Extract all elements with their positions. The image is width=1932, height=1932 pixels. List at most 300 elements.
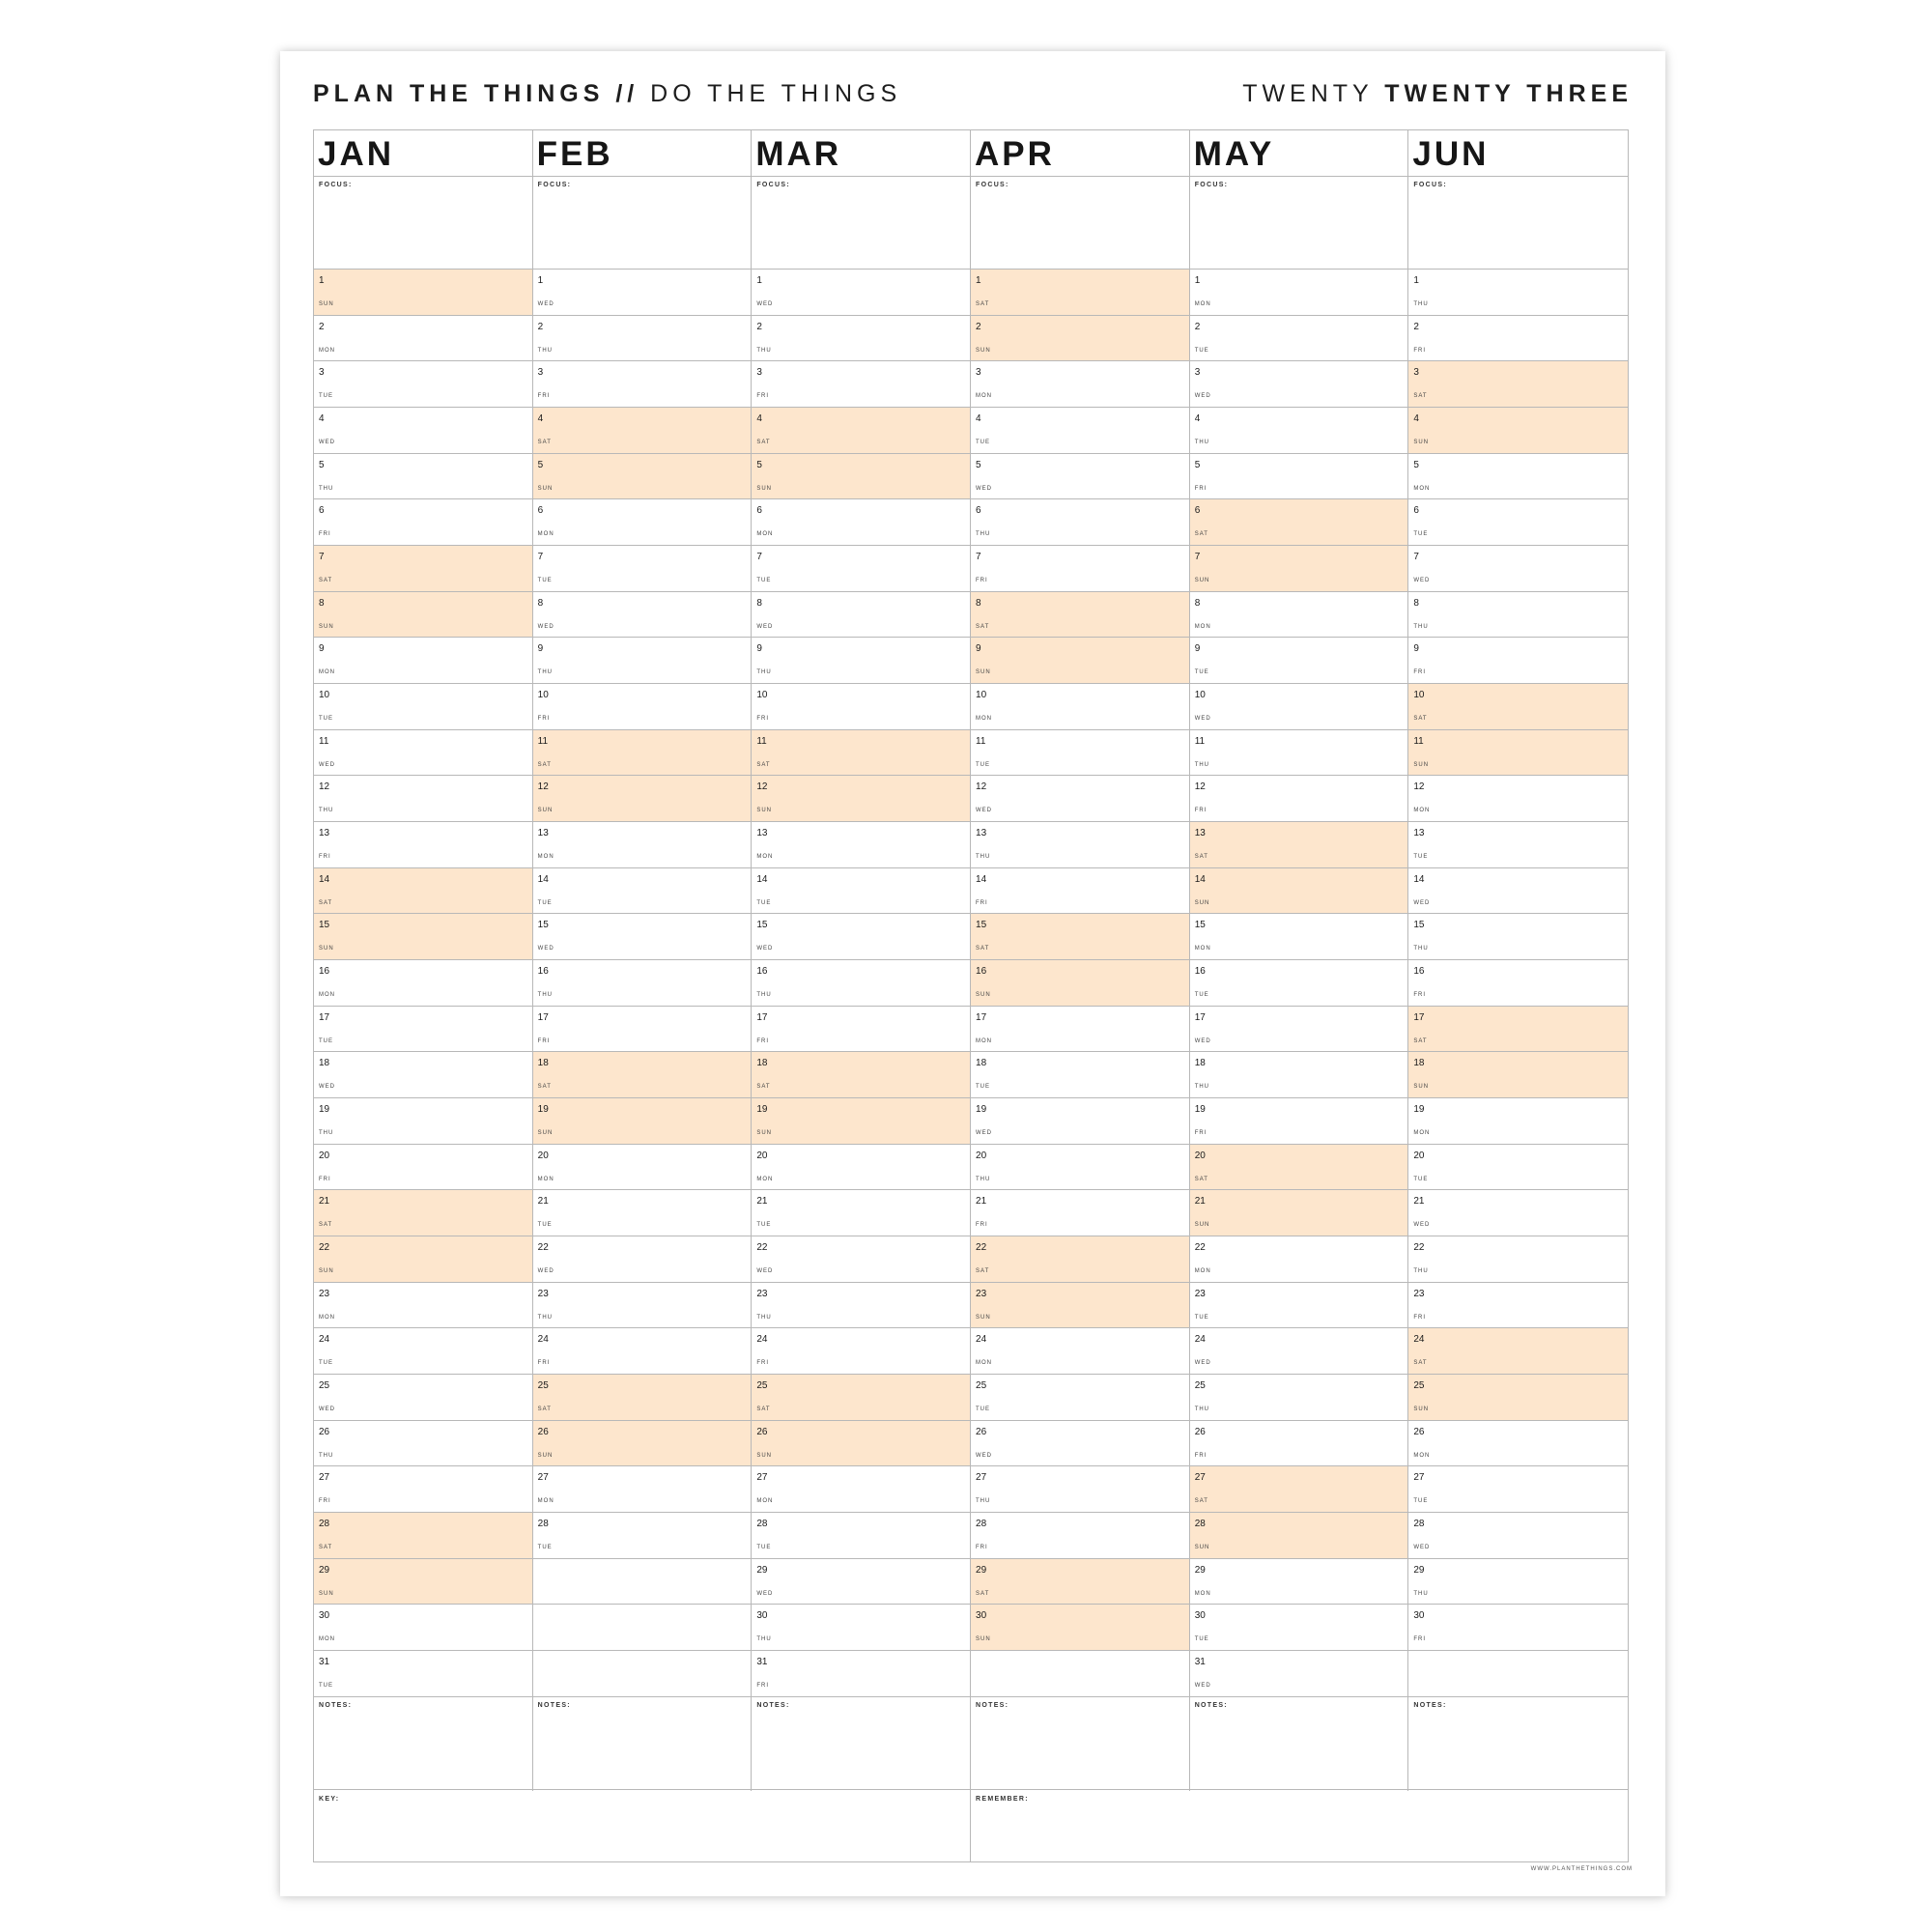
day-cell[interactable] (971, 1283, 1189, 1329)
day-number: 29 (1194, 1564, 1206, 1576)
day-cell[interactable] (1408, 822, 1628, 868)
day-cell[interactable] (1190, 822, 1408, 868)
weekday-name: TUE (1194, 1314, 1209, 1321)
day-cell[interactable] (1190, 1421, 1408, 1467)
day-number: 8 (537, 597, 544, 609)
day-cell[interactable] (971, 730, 1189, 777)
day-cell[interactable] (314, 546, 532, 592)
notes-box[interactable] (1408, 1697, 1628, 1790)
day-cell[interactable] (1190, 730, 1408, 777)
day-cell[interactable] (1408, 1466, 1628, 1513)
day-cell[interactable] (971, 684, 1189, 730)
day-cell[interactable] (1408, 1190, 1628, 1236)
day-cell[interactable] (314, 638, 532, 684)
day-cell[interactable] (314, 361, 532, 408)
day-cell[interactable] (314, 592, 532, 639)
day-cell[interactable] (1408, 1328, 1628, 1375)
day-cell[interactable] (1408, 316, 1628, 362)
weekday-name: MON (537, 1176, 554, 1182)
day-cell[interactable] (314, 454, 532, 500)
day-cell[interactable] (314, 1052, 532, 1098)
day-cell[interactable] (314, 1098, 532, 1145)
day-cell[interactable] (752, 316, 970, 362)
day-cell[interactable] (1190, 270, 1408, 316)
day-number: 16 (319, 966, 330, 978)
day-number: 11 (1413, 735, 1424, 747)
day-cell[interactable] (1190, 1559, 1408, 1605)
weekday-name: WED (1194, 1360, 1211, 1367)
day-number: 22 (537, 1242, 549, 1254)
day-cell[interactable] (752, 776, 970, 822)
weekday-name: THU (1194, 761, 1210, 768)
day-cell[interactable] (752, 960, 970, 1007)
day-cell[interactable] (314, 408, 532, 454)
day-cell[interactable] (971, 1328, 1189, 1375)
weekday-name: TUE (537, 1545, 553, 1551)
day-cell[interactable] (1190, 914, 1408, 960)
day-cell[interactable] (971, 592, 1189, 639)
day-cell[interactable] (1408, 1236, 1628, 1283)
day-cell[interactable] (314, 1236, 532, 1283)
day-cell[interactable] (533, 270, 752, 316)
day-cell[interactable] (971, 1559, 1189, 1605)
day-cell[interactable] (1190, 960, 1408, 1007)
day-cell[interactable] (1408, 270, 1628, 316)
day-cell[interactable] (1190, 1190, 1408, 1236)
weekday-name: SUN (756, 808, 773, 814)
day-cell[interactable] (971, 1375, 1189, 1421)
weekday-name: SAT (537, 761, 552, 768)
day-cell[interactable] (752, 361, 970, 408)
day-number: 28 (1194, 1519, 1206, 1530)
focus-box[interactable] (1408, 177, 1628, 270)
day-cell[interactable] (1190, 1651, 1408, 1697)
day-cell[interactable] (1408, 1421, 1628, 1467)
day-number: 31 (756, 1657, 768, 1668)
day-cell[interactable] (1190, 316, 1408, 362)
day-cell[interactable] (1408, 1375, 1628, 1421)
day-cell[interactable] (1408, 1513, 1628, 1559)
weekday-name: MON (976, 716, 993, 723)
day-cell[interactable] (1408, 776, 1628, 822)
day-list (752, 270, 970, 1697)
day-number: 16 (1413, 966, 1425, 978)
day-cell[interactable] (1408, 914, 1628, 960)
weekday-name: MON (319, 1636, 335, 1643)
day-cell[interactable] (752, 270, 970, 316)
day-number: 15 (1194, 920, 1206, 931)
day-cell[interactable] (1190, 638, 1408, 684)
day-number: 26 (1413, 1426, 1425, 1437)
day-cell[interactable] (533, 408, 752, 454)
day-number: 15 (756, 920, 768, 931)
focus-label: FOCUS: (537, 182, 572, 188)
day-cell[interactable] (752, 730, 970, 777)
day-cell[interactable] (314, 270, 532, 316)
website-url: WWW.PLANTHETHINGS.COM (1530, 1866, 1633, 1872)
day-cell[interactable] (971, 960, 1189, 1007)
day-cell[interactable] (752, 1098, 970, 1145)
day-cell[interactable] (752, 822, 970, 868)
weekday-name: FRI (319, 1498, 331, 1505)
month-column-feb (533, 130, 753, 1861)
day-cell[interactable] (314, 1375, 532, 1421)
day-cell[interactable] (971, 1421, 1189, 1467)
day-cell[interactable] (1408, 546, 1628, 592)
day-cell[interactable] (1190, 1007, 1408, 1053)
empty-day-cell (533, 1559, 752, 1605)
empty-day-cell (533, 1605, 752, 1651)
weekday-name: SAT (1413, 393, 1428, 400)
day-cell[interactable] (752, 638, 970, 684)
day-cell[interactable] (314, 822, 532, 868)
day-cell[interactable] (752, 454, 970, 500)
day-cell[interactable] (533, 638, 752, 684)
day-cell[interactable] (971, 1007, 1189, 1053)
day-cell[interactable] (1190, 1236, 1408, 1283)
focus-box[interactable] (1190, 177, 1408, 270)
day-number: 17 (319, 1011, 330, 1023)
day-cell[interactable] (1408, 1052, 1628, 1098)
day-cell[interactable] (752, 546, 970, 592)
day-cell[interactable] (752, 1052, 970, 1098)
day-cell[interactable] (752, 684, 970, 730)
day-cell[interactable] (1408, 868, 1628, 915)
day-cell[interactable] (1190, 1052, 1408, 1098)
day-cell[interactable] (314, 1328, 532, 1375)
day-number: 28 (319, 1519, 330, 1530)
weekday-name: THU (1194, 440, 1210, 446)
day-number: 4 (976, 413, 981, 425)
day-number: 7 (319, 552, 325, 563)
day-cell[interactable] (533, 1466, 752, 1513)
day-cell[interactable] (752, 1190, 970, 1236)
day-number: 11 (319, 735, 329, 747)
day-number: 21 (1194, 1196, 1206, 1208)
weekday-name: THU (319, 485, 334, 492)
day-cell[interactable] (752, 1651, 970, 1697)
day-cell[interactable] (1190, 868, 1408, 915)
day-number: 28 (1413, 1519, 1425, 1530)
day-number: 26 (756, 1426, 768, 1437)
day-cell[interactable] (752, 1421, 970, 1467)
day-cell[interactable] (1408, 1559, 1628, 1605)
day-cell[interactable] (533, 1052, 752, 1098)
day-cell[interactable] (533, 730, 752, 777)
day-cell[interactable] (314, 960, 532, 1007)
weekday-name: FRI (319, 531, 331, 538)
day-cell[interactable] (314, 1421, 532, 1467)
weekday-name: SAT (537, 1084, 552, 1091)
day-cell[interactable] (971, 1236, 1189, 1283)
day-number: 19 (1413, 1104, 1425, 1116)
day-cell[interactable] (1190, 454, 1408, 500)
weekday-name: SUN (976, 669, 991, 676)
day-cell[interactable] (533, 776, 752, 822)
day-cell[interactable] (971, 638, 1189, 684)
day-cell[interactable] (533, 1375, 752, 1421)
day-cell[interactable] (314, 1651, 532, 1697)
day-cell[interactable] (533, 499, 752, 546)
day-cell[interactable] (971, 1605, 1189, 1651)
weekday-name: SAT (976, 946, 990, 952)
month-title: JUN (1408, 130, 1628, 177)
day-cell[interactable] (1408, 1283, 1628, 1329)
day-cell[interactable] (1190, 361, 1408, 408)
day-cell[interactable] (533, 361, 752, 408)
weekday-name: FRI (1413, 992, 1427, 999)
day-number: 10 (537, 690, 549, 701)
weekday-name: FRI (976, 1545, 988, 1551)
weekday-name: FRI (537, 1360, 551, 1367)
day-cell[interactable] (752, 592, 970, 639)
weekday-name: TUE (756, 578, 772, 584)
day-cell[interactable] (1190, 1605, 1408, 1651)
day-cell[interactable] (971, 499, 1189, 546)
day-cell[interactable] (971, 914, 1189, 960)
day-cell[interactable] (752, 1007, 970, 1053)
weekday-name: SUN (1194, 1545, 1210, 1551)
weekday-name: SUN (1413, 440, 1430, 446)
day-cell[interactable] (971, 1190, 1189, 1236)
day-number: 2 (1194, 321, 1201, 332)
day-cell[interactable] (1190, 684, 1408, 730)
notes-box[interactable] (533, 1697, 752, 1790)
day-cell[interactable] (1190, 1375, 1408, 1421)
day-cell[interactable] (314, 1190, 532, 1236)
day-cell[interactable] (314, 1466, 532, 1513)
day-cell[interactable] (1190, 546, 1408, 592)
weekday-name: SUN (319, 946, 334, 952)
day-cell[interactable] (752, 1513, 970, 1559)
day-number: 26 (537, 1426, 549, 1437)
day-cell[interactable] (1408, 361, 1628, 408)
day-cell[interactable] (314, 499, 532, 546)
day-cell[interactable] (1408, 1605, 1628, 1651)
day-number: 18 (976, 1058, 987, 1069)
day-cell[interactable] (971, 454, 1189, 500)
day-cell[interactable] (533, 546, 752, 592)
notes-box[interactable] (314, 1697, 532, 1790)
weekday-name: SUN (1413, 761, 1430, 768)
day-cell[interactable] (1190, 408, 1408, 454)
day-cell[interactable] (1190, 1098, 1408, 1145)
day-cell[interactable] (752, 1559, 970, 1605)
day-cell[interactable] (1408, 454, 1628, 500)
day-cell[interactable] (1408, 730, 1628, 777)
day-number: 11 (976, 735, 986, 747)
day-number: 14 (756, 873, 768, 885)
weekday-name: SUN (976, 992, 991, 999)
day-cell[interactable] (752, 408, 970, 454)
weekday-name: SUN (1194, 1222, 1210, 1229)
key-box[interactable] (313, 1791, 971, 1862)
day-number: 14 (976, 873, 987, 885)
day-number: 23 (976, 1288, 987, 1299)
day-cell[interactable] (1190, 1466, 1408, 1513)
weekday-name: THU (756, 1636, 772, 1643)
day-number: 12 (1413, 781, 1425, 793)
weekday-name: MON (319, 347, 335, 354)
day-cell[interactable] (971, 1513, 1189, 1559)
day-number: 20 (537, 1150, 549, 1161)
day-number: 20 (756, 1150, 768, 1161)
day-cell[interactable] (533, 454, 752, 500)
day-cell[interactable] (752, 499, 970, 546)
day-cell[interactable] (752, 868, 970, 915)
day-cell[interactable] (314, 868, 532, 915)
day-cell[interactable] (314, 1559, 532, 1605)
focus-box[interactable] (533, 177, 752, 270)
day-cell[interactable] (314, 1513, 532, 1559)
weekday-name: WED (756, 1268, 774, 1275)
day-cell[interactable] (1190, 776, 1408, 822)
day-number: 27 (976, 1472, 987, 1484)
day-cell[interactable] (1408, 592, 1628, 639)
day-cell[interactable] (971, 316, 1189, 362)
notes-box[interactable] (752, 1697, 970, 1790)
day-number: 13 (537, 828, 549, 839)
day-cell[interactable] (533, 1190, 752, 1236)
empty-day-cell (1408, 1651, 1628, 1697)
day-cell[interactable] (1408, 960, 1628, 1007)
day-cell[interactable] (971, 1098, 1189, 1145)
weekday-name: SAT (319, 1545, 333, 1551)
day-cell[interactable] (533, 316, 752, 362)
weekday-name: FRI (537, 393, 551, 400)
weekday-name: FRI (976, 899, 988, 906)
weekday-name: TUE (319, 1037, 333, 1044)
weekday-name: SUN (976, 347, 991, 354)
focus-box[interactable] (752, 177, 970, 270)
day-cell[interactable] (314, 914, 532, 960)
day-cell[interactable] (1408, 638, 1628, 684)
day-cell[interactable] (533, 1145, 752, 1191)
day-cell[interactable] (533, 822, 752, 868)
day-cell[interactable] (314, 1145, 532, 1191)
day-cell[interactable] (533, 868, 752, 915)
day-cell[interactable] (314, 316, 532, 362)
weekday-name: FRI (756, 1037, 770, 1044)
notes-box[interactable] (1190, 1697, 1408, 1790)
day-cell[interactable] (971, 868, 1189, 915)
day-cell[interactable] (971, 776, 1189, 822)
day-cell[interactable] (1190, 1328, 1408, 1375)
day-cell[interactable] (971, 1145, 1189, 1191)
day-cell[interactable] (1190, 592, 1408, 639)
weekday-name: MON (1194, 301, 1211, 307)
day-cell[interactable] (1408, 684, 1628, 730)
day-number: 8 (756, 597, 762, 609)
day-cell[interactable] (752, 1328, 970, 1375)
focus-box[interactable] (314, 177, 532, 270)
day-cell[interactable] (533, 914, 752, 960)
day-number: 9 (976, 643, 981, 655)
weekday-name: MON (1194, 1268, 1211, 1275)
day-cell[interactable] (971, 1052, 1189, 1098)
weekday-name: WED (537, 301, 554, 307)
day-number: 5 (319, 459, 325, 470)
weekday-name: SUN (976, 1636, 991, 1643)
day-cell[interactable] (971, 408, 1189, 454)
day-number: 24 (537, 1334, 549, 1346)
month-column-jun (1408, 130, 1628, 1861)
day-cell[interactable] (314, 730, 532, 777)
day-cell[interactable] (314, 1007, 532, 1053)
day-cell[interactable] (752, 1466, 970, 1513)
day-cell[interactable] (971, 546, 1189, 592)
day-number: 15 (537, 920, 549, 931)
weekday-name: TUE (976, 1084, 991, 1091)
day-number: 6 (756, 505, 762, 517)
day-cell[interactable] (533, 1421, 752, 1467)
day-cell[interactable] (533, 1328, 752, 1375)
day-cell[interactable] (533, 1236, 752, 1283)
day-cell[interactable] (533, 684, 752, 730)
remember-box[interactable] (971, 1791, 1629, 1862)
day-cell[interactable] (1190, 1513, 1408, 1559)
day-cell[interactable] (533, 1007, 752, 1053)
weekday-name: THU (1413, 1268, 1429, 1275)
day-cell[interactable] (971, 361, 1189, 408)
day-cell[interactable] (752, 914, 970, 960)
day-cell[interactable] (752, 1605, 970, 1651)
weekday-name: SUN (537, 1452, 554, 1459)
day-cell[interactable] (314, 1605, 532, 1651)
day-cell[interactable] (314, 1283, 532, 1329)
day-cell[interactable] (971, 270, 1189, 316)
weekday-name: WED (537, 946, 554, 952)
weekday-name: WED (756, 623, 774, 630)
weekday-name: WED (1413, 1545, 1431, 1551)
day-cell[interactable] (533, 1283, 752, 1329)
weekday-name: TUE (976, 1406, 991, 1413)
day-cell[interactable] (1408, 408, 1628, 454)
day-cell[interactable] (314, 684, 532, 730)
day-cell[interactable] (533, 592, 752, 639)
day-cell[interactable] (1190, 1283, 1408, 1329)
notes-box[interactable] (971, 1697, 1189, 1790)
day-cell[interactable] (752, 1375, 970, 1421)
weekday-name: TUE (319, 1360, 333, 1367)
day-cell[interactable] (1190, 499, 1408, 546)
weekday-name: TUE (976, 440, 991, 446)
day-cell[interactable] (752, 1283, 970, 1329)
day-number: 6 (1413, 505, 1419, 517)
focus-box[interactable] (971, 177, 1189, 270)
day-cell[interactable] (1190, 1145, 1408, 1191)
month-title: MAY (1190, 130, 1408, 177)
day-cell[interactable] (1408, 1145, 1628, 1191)
day-cell[interactable] (752, 1145, 970, 1191)
day-cell[interactable] (971, 1466, 1189, 1513)
day-cell[interactable] (1408, 1098, 1628, 1145)
focus-label: FOCUS: (1413, 182, 1447, 188)
weekday-name: TUE (1413, 1176, 1429, 1182)
day-number: 5 (537, 459, 544, 470)
day-cell[interactable] (1408, 499, 1628, 546)
day-cell[interactable] (971, 822, 1189, 868)
day-cell[interactable] (533, 960, 752, 1007)
day-cell[interactable] (1408, 1007, 1628, 1053)
day-number: 3 (1194, 367, 1201, 379)
month-column-apr (971, 130, 1190, 1861)
day-number: 24 (976, 1334, 987, 1346)
day-cell[interactable] (752, 1236, 970, 1283)
day-cell[interactable] (533, 1098, 752, 1145)
day-cell[interactable] (533, 1513, 752, 1559)
day-cell[interactable] (314, 776, 532, 822)
